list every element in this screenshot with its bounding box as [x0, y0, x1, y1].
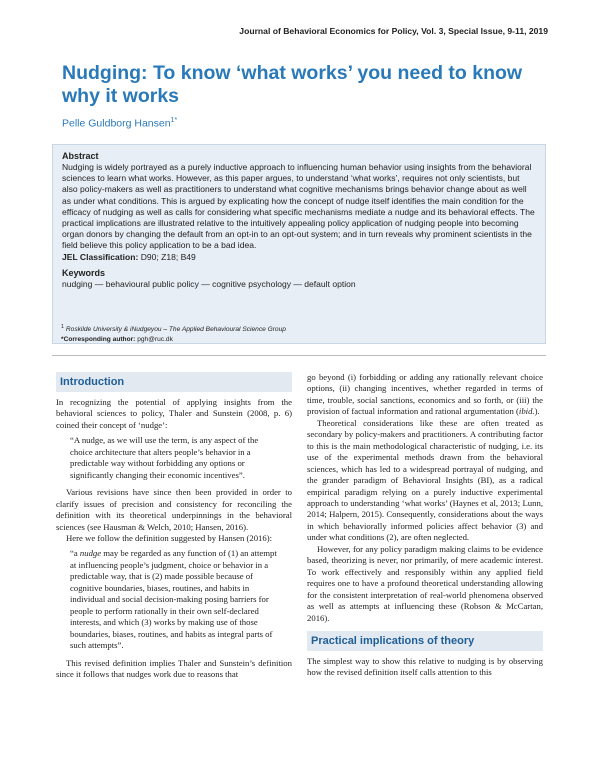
abstract-text: Nudging is widely portrayed as a purely inductive approach to influencing human behavior using insights from the behavioral sciences to learn what works. However, as this paper argues, to understand ‘what works’, requires not only scientists, but also policy-makers as well as practitioners to understand what cognitive mechanisms brings behavior change about as well as under what conditions. This is argued by explicating how the concept of nudge itself identifies the main condition for the efficacy of nudging as well as calls for considering what specific mechanisms mediate a nudge and its behavioral effects. The practical implications are illustrated relative to the intuitively appealing policy application of nudging people into becoming organ donors by changing the default from an opt-in to an opt-out system; and in turn reveals why prominent scientists in the field believe this policy application to be a bad idea. [62, 162, 535, 251]
intro-paragraph-4: This revised definition implies Thaler and Sunstein’s definition since it follows that nudges work due to reasons that [56, 657, 292, 679]
affiliation-mark: 1 [61, 324, 65, 330]
quote-hansen: “a nudge may be regarded as any function of (1) an attempt at influencing people’s judgment, choice or behavior in a predictable way, that is (2) made possible because of cognitive boundaries, biases, routines, and habits in individual and social decision-making posing barriers for people to perform rationally in their own self-declared interests, and which (3) works by making use of those boundaries, biases, routines, and habits as integral parts of such attempts”. [70, 548, 277, 651]
section-heading-practical-implications: Practical implications of theory [307, 631, 543, 651]
right-paragraph-2: Theoretical considerations like these are often treated as secondary by policy-makers and practitioners. A contributing factor to this is the main methodological characteristic of nudging, i.e. its use of the experimental methods drawn from the behavioral sciences, which has led to a widespread portrayal of nudging, and the grander paradigm of Behavioral Insights (BI), as a radical empirical paradigm relying on a purely inductive experimental approach to understanding ‘what works’ (Haynes et al, 2013; Lunn, 2014; Halpern, 2015). Consequently, considerations about the ways in which behaviorally informed policies affect behavior (3) and under what conditions (2), are often neglected. [307, 417, 543, 543]
intro-paragraph-3: Here we follow the definition suggested by Hansen (2016): [66, 532, 273, 543]
section-heading-introduction: Introduction [56, 372, 292, 392]
paper-title: Nudging: To know ‘what works’ you need to know why it works [62, 62, 523, 107]
quote-thaler-sunstein: “A nudge, as we will use the term, is any aspect of the choice architecture that alters people’s behavior in a predictable way without forbidding any options or significantly changing their economic incentives”. [70, 435, 259, 480]
affiliation-block [61, 322, 541, 345]
right-paragraph-1: go beyond (i) forbidding or adding any rationally relevant choice options, (ii) changing incentives, whether regarded in terms of time, trouble, social sanctions, economics and so forth, or (iii) the provision of factual information and rational argumentation (ibid.). [307, 372, 543, 417]
jel-label: JEL Classification: [62, 251, 139, 262]
affiliation-text: Roskilde University & iNudgeyou – The Applied Behavioural Science Group [65, 326, 286, 334]
abstract-heading: Abstract [62, 151, 99, 161]
abstract-box [52, 144, 546, 344]
corresponding-author [61, 335, 541, 345]
header-divider [52, 355, 546, 356]
jel-value: D90; Z18; B49 [140, 251, 196, 262]
author-line [62, 117, 177, 130]
intro-paragraph-2: Various revisions have since then been provided in order to clarify issues of precision and consistency for reconciling the definition with its theoretical underpinnings in the behavioral sciences (see Hausman & Welch, 2010; Hansen, 2016). [56, 487, 292, 532]
right-column [307, 372, 543, 679]
jel-classification [62, 252, 536, 263]
affiliation-line [61, 322, 541, 335]
author-marks: 1* [170, 117, 178, 124]
left-column [56, 372, 292, 680]
right-paragraph-3: However, for any policy paradigm making claims to be evidence based, theorizing is never, nor primarily, of mere academic interest. To work effectively and responsibly within any applied field requires one to have a profound theoretical understanding allowing for the consistent interpretation of real-world phenomena observed as well as attempts at influencing these (Robson & McCartan, 2016). [307, 543, 543, 623]
author-name: Pelle Guldborg Hansen [62, 117, 171, 130]
intro-paragraph-1: In recognizing the potential of applying insights from the behavioral sciences to policy, Thaler and Sunstein (2008, p. 6) coined their concept of ‘nudge’: [56, 397, 292, 430]
section-gap [307, 624, 543, 631]
journal-citation: Journal of Behavioral Economics for Policy, Vol. 3, Special Issue, 9-11, 2019 [239, 26, 548, 36]
keywords-heading: Keywords [62, 267, 106, 278]
right-paragraph-4: The simplest way to show this relative to nudging is by observing how the revised definition itself calls attention to this [307, 655, 543, 678]
corresponding-email[interactable]: pgh@ruc.dk [137, 336, 173, 344]
keywords-text: nudging — behavioural public policy — cognitive psychology — default option [62, 278, 356, 289]
corresponding-label: *Corresponding author: [61, 336, 136, 344]
